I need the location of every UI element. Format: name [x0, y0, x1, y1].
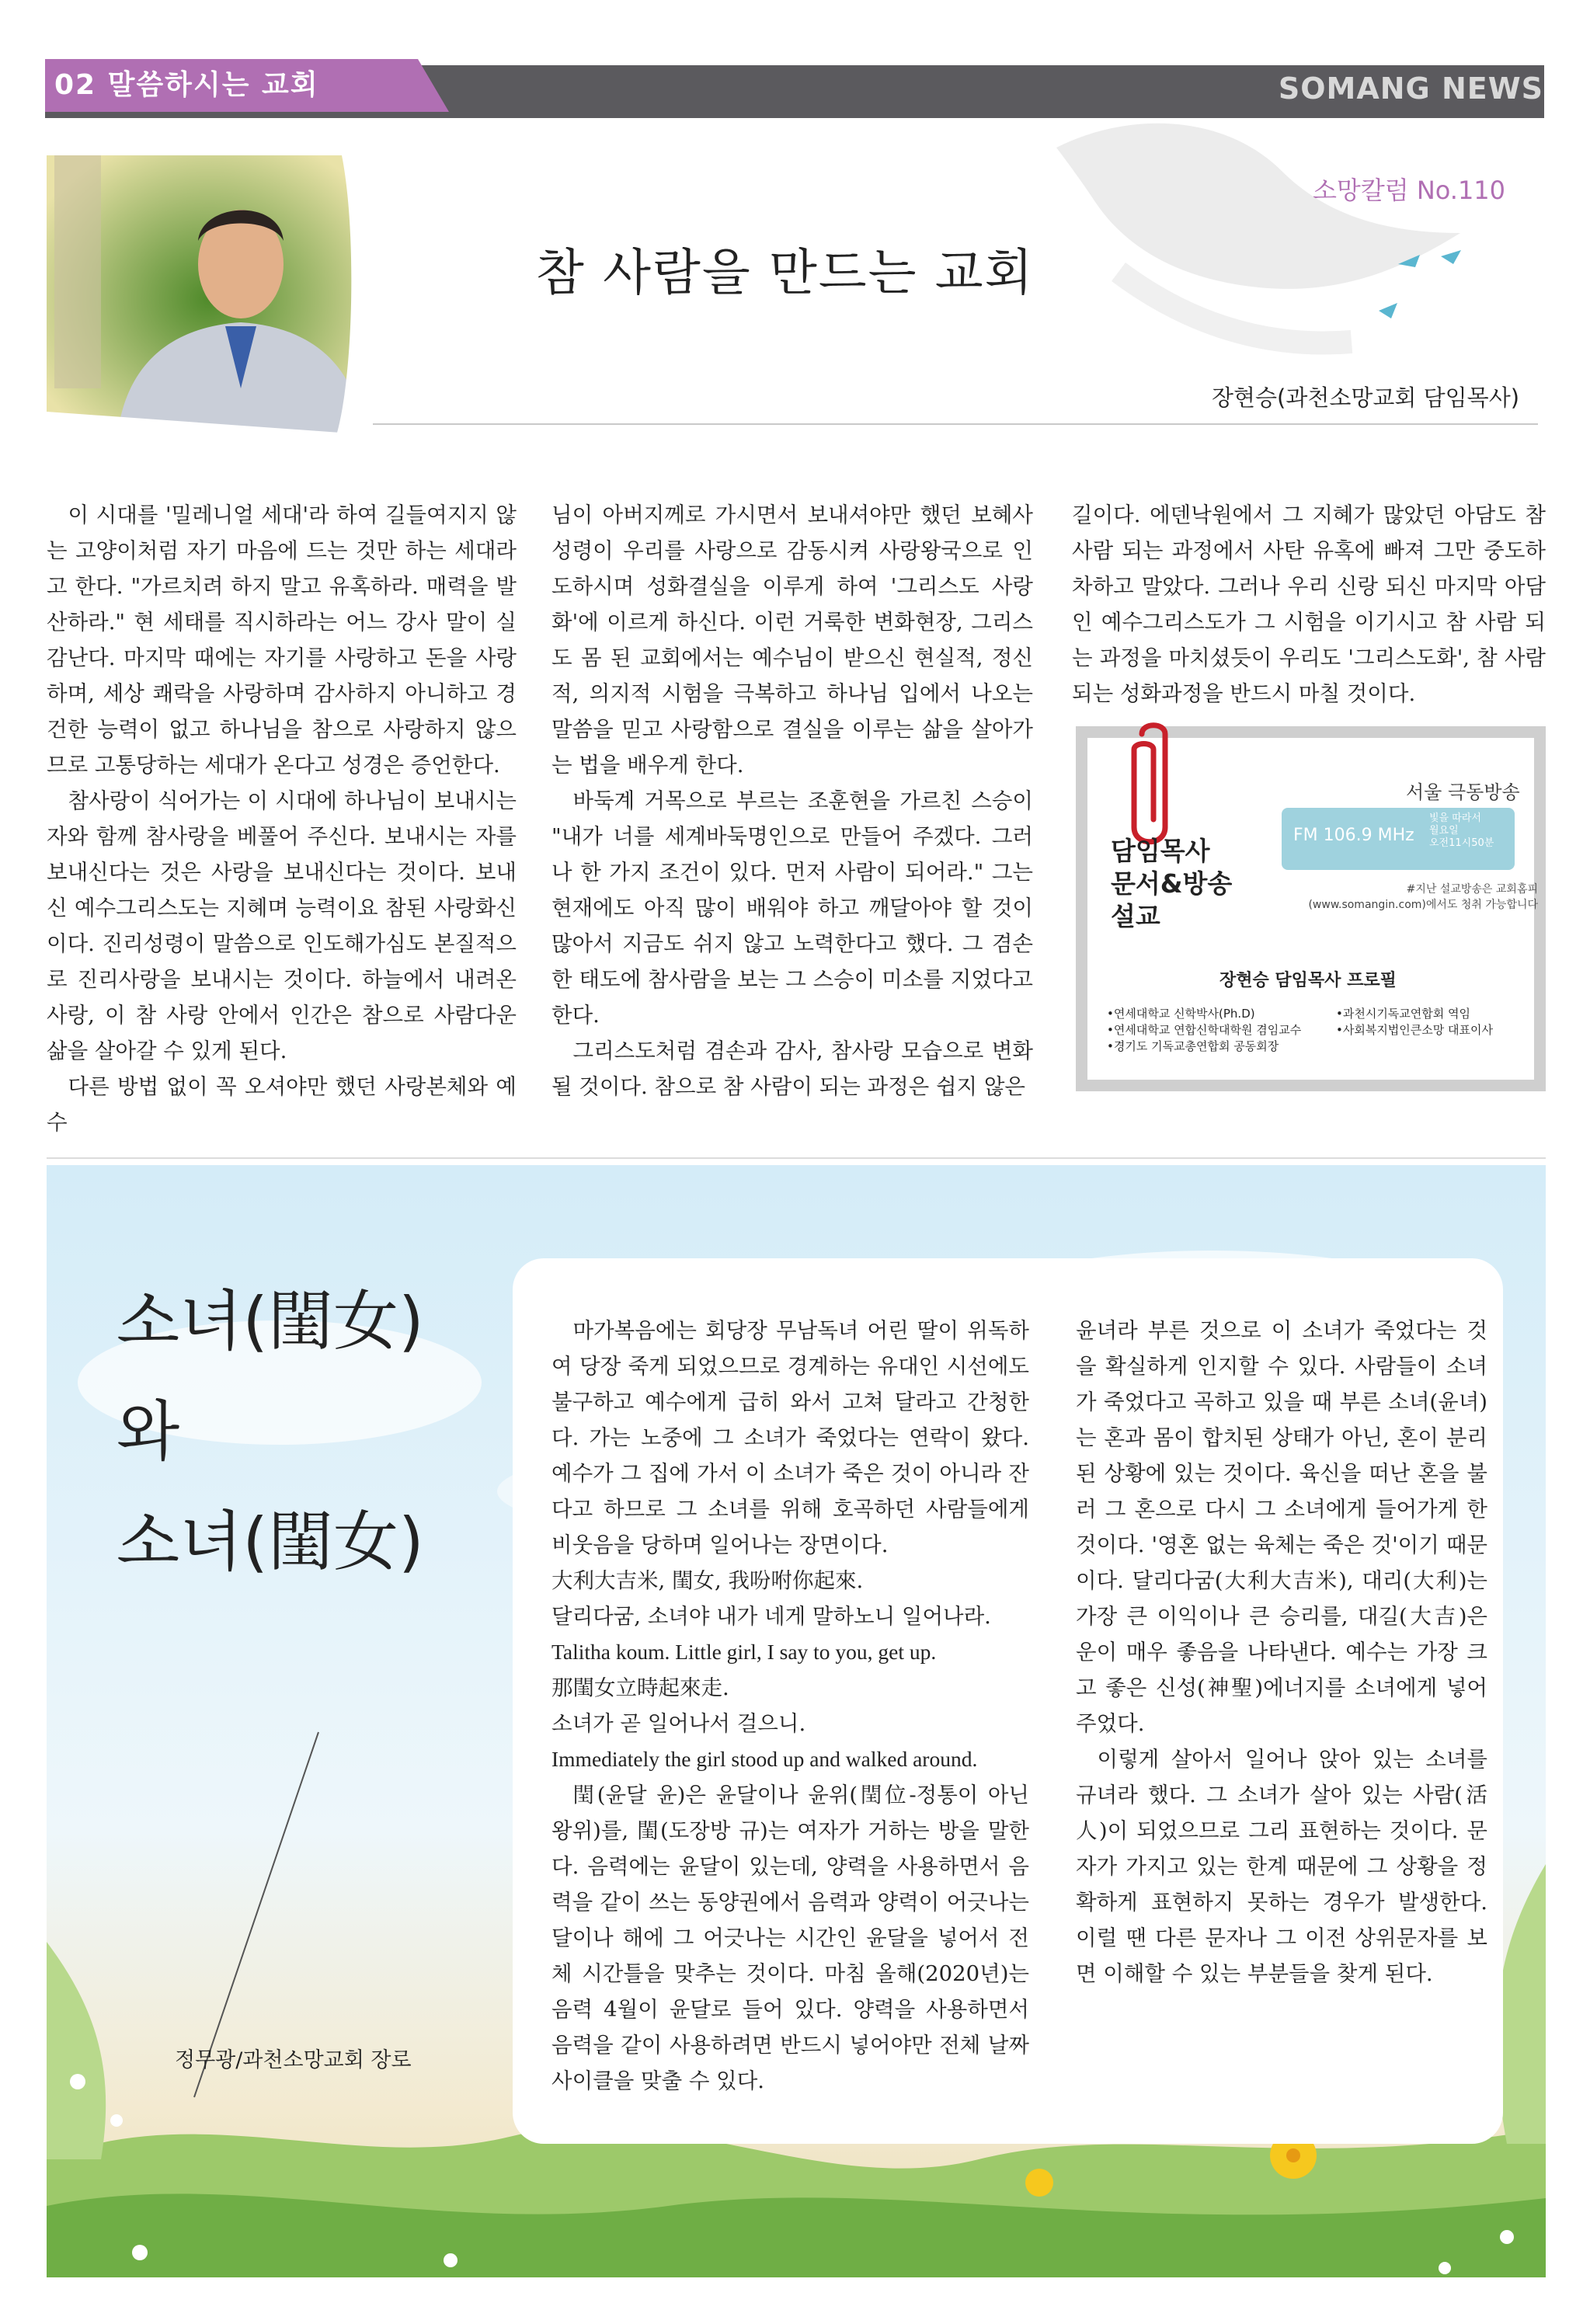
paragraph: 바둑계 거목으로 부르는 조훈현을 가르친 스승이 "내가 너를 세계바둑명인으로 만들어 주겠다. 그러나 한 가지 조건이 있다. 먼저 사람이 되어라." 그는 현재에도 아직 많이 배워야 하고 깨달아야 할 것이 많아서 지금도 쉬지 않고 노력한다고 했다. 그 겸손한 태도에 참사람을 보는 그 스승이 미소를 지었다고 한다.: [551, 788, 1033, 1028]
radio-station: 서울 극동방송: [1406, 781, 1520, 803]
quote-line: 大利大吉米, 閨女, 我吩咐你起來.: [551, 1568, 864, 1593]
section-divider: [47, 1157, 1546, 1159]
paragraph: 다른 방법 없이 꼭 오셔야만 했던 사랑본체와 예수: [47, 1074, 517, 1135]
quote-line: 소녀가 곧 일어나서 걸으니.: [551, 1711, 806, 1736]
brand-logo: SOMANG NEWS: [1278, 71, 1543, 106]
dove-illustration: [1025, 117, 1491, 365]
paragraph: 님이 아버지께로 가시면서 보내셔야만 했던 보혜사 성령이 우리를 사랑으로 감동시켜 사랑왕국으로 인도하시며 성화결실을 이루게 하여 '그리스도 사랑화'에 이르게 하신다. 이런 거룩한 변화현장, 그리스도 몸 된 교회에서는 예수님이 받으신 현실적, 정신적, 의지적 시험을 극복하고 하나님 입에서 나오는 말씀을 믿고 사랑함으로 결실을 이루는 삶을 살아가는 법을 배우게 한다.: [551, 503, 1033, 778]
column-text-3: [1072, 497, 1546, 711]
paragraph: 참사랑이 식어가는 이 시대에 하나님이 보내시는 자와 함께 참사랑을 베풀어 주신다. 보내시는 자를 보내신다는 것은 사랑을 보내신다는 것이다. 보내신 예수그리스도는 지혜며 능력이요 참된 사랑화신이다. 진리성령이 말씀으로 인도해가심도 본질적으로 진리사랑을 보내시는 것이다. 하늘에서 내려온 사랑, 이 참 사랑 안에서 인간은 참으로 사람다운 삶을 살아갈 수 있게 된다.: [47, 788, 517, 1063]
feature-title: [117, 1266, 424, 1597]
profile-item: •사회복지법인큰소망 대표이사: [1336, 1023, 1493, 1037]
article-author: 장현승(과천소망교회 담임목사): [1212, 384, 1520, 411]
radio-note: #지난 설교방송은 교회홈피 (www.somangin.com)에서도 청취 가능합니다: [1308, 883, 1538, 911]
broadcast-time: 빛을 따라서 월요일 오전11시50분: [1429, 812, 1494, 849]
column-text-2: [551, 497, 1033, 1105]
feature-text-1: [551, 1313, 1029, 2099]
feature-title-line: 소녀(閨女): [117, 1504, 424, 1580]
feature-author: 정무광/과천소망교회 장로: [175, 2048, 412, 2072]
column-number: 소망칼럼 No.110: [1313, 176, 1506, 205]
quote-line: Talitha koum. Little girl, I say to you, get up.: [551, 1640, 937, 1664]
frequency-text: FM 106.9 MHz: [1293, 826, 1414, 845]
article-title: 참 사람을 만드는 교회: [536, 245, 1035, 302]
profile-list-right: [1336, 1006, 1493, 1038]
column-text-1: [47, 497, 517, 1140]
feature-title-line: 소녀(閨女): [117, 1283, 424, 1359]
title-rule: [373, 423, 1538, 425]
paragraph: 길이다. 에덴낙원에서 그 지혜가 많았던 아담도 참 사람 되는 과정에서 사탄 유혹에 빠져 그만 중도하차하고 말았다. 그러나 우리 신랑 되신 마지막 아담인 예수그리스도가 그 시험을 이기시고 참 사람 되는 과정을 마치셨듯이 우리도 '그리스도화', 참 사람 되는 성화과정을 반드시 마칠 것이다.: [1072, 503, 1546, 706]
paragraph: 마가복음에는 회당장 무남독녀 어린 딸이 위독하여 당장 죽게 되었으므로 경계하는 유대인 시선에도 불구하고 예수에게 급히 와서 고쳐 달라고 간청한다. 가는 노중에 그 소녀가 죽었다는 연락이 왔다. 예수가 그 집에 가서 이 소녀가 죽은 것이 아니라 잔다고 하므로 그 소녀를 위해 호곡하던 사람들에게 비웃음을 당하며 일어나는 장면이다.: [551, 1318, 1029, 1557]
paragraph: 윤녀라 부른 것으로 이 소녀가 죽었다는 것을 확실하게 인지할 수 있다. 사람들이 소녀가 죽었다고 곡하고 있을 때 부른 소녀(윤녀)는 혼과 몸이 합치된 상태가 아닌, 혼이 분리 된 상황에 있는 것이다. 육신을 떠난 혼을 불러 그 혼으로 다시 그 소녀에게 들어가게 한 것이다. '영혼 없는 육체는 죽은 것'이기 때문이다. 달리다굼(大利大吉米), 대리(大利)는 가장 큰 이익이나 큰 승리를, 대길(大吉)은 운이 매우 좋음을 나타낸다. 예수는 가장 크고 좋은 신성(神聖)에너지를 소녀에게 넣어주었다.: [1076, 1318, 1487, 1736]
feature-title-line: 와: [117, 1393, 180, 1470]
paragraph: 그리스도처럼 겸손과 감사, 참사랑 모습으로 변화될 것이다. 참으로 참 사람이 되는 과정은 쉽지 않은: [551, 1038, 1033, 1099]
radio-sermon-label: 담임목사 문서&방송 설교: [1111, 836, 1233, 931]
section-title: 02 말씀하시는 교회: [54, 69, 319, 101]
feature-text-2: [1076, 1313, 1487, 1992]
paragraph: 이 시대를 '밀레니얼 세대'라 하여 길들여지지 않는 고양이처럼 자기 마음에 드는 것만 하는 세대라고 한다. "가르치려 하지 말고 유혹하라. 매력을 발산하라." 현 세태를 직시하라는 어느 강사 말이 실감난다. 마지막 때에는 자기를 사랑하고 돈을 사랑하며, 세상 쾌락을 사랑하며 감사하지 아니하고 경건한 능력이 없고 하나님을 참으로 사랑하지 않으므로 고통당하는 세대가 온다고 성경은 증언한다.: [47, 503, 517, 778]
paragraph: 이렇게 살아서 일어나 앉아 있는 소녀를 규녀라 했다. 그 소녀가 살아 있는 사람(活人)이 되었으므로 그리 표현하는 것이다. 문자가 가지고 있는 한계 때문에 그 상황을 정확하게 표현하지 못하는 경우가 발생한다. 이럴 땐 다른 문자나 그 이전 상위문자를 보면 이해할 수 있는 부분들을 찾게 된다.: [1076, 1747, 1487, 1986]
profile-item: •연세대학교 신학박사(Ph.D): [1107, 1007, 1255, 1021]
paperclip-icon: [1119, 718, 1188, 851]
pastor-photo: [47, 155, 373, 443]
profile-title: 장현승 담임목사 프로필: [1219, 971, 1397, 990]
quote-line: Immediately the girl stood up and walked around.: [551, 1747, 978, 1771]
paragraph: 閏(윤달 윤)은 윤달이나 윤위(閏位-정통이 아닌 왕위)를, 閨(도장방 규)는 여자가 거하는 방을 말한다. 음력에는 윤달이 있는데, 양력을 사용하면서 음력을 같이 쓰는 동양권에서 음력과 양력이 어긋나는 달이나 해에 그 어긋나는 시간인 윤달을 넣어서 전체 시간틀을 맞추는 것이다. 마침 올해(2020년)는 음력 4월이 윤달로 들어 있다. 양력을 사용하면서 음력을 같이 사용하려면 반드시 넣어야만 전체 날짜 사이클을 맞출 수 있다.: [551, 1783, 1029, 2093]
quote-line: 달리다굼, 소녀야 내가 네게 말하노니 일어나라.: [551, 1604, 991, 1629]
profile-item: •과천시기독교연합회 역임: [1336, 1007, 1471, 1021]
profile-item: •경기도 기독교총연합회 공동회장: [1107, 1039, 1279, 1053]
profile-list-left: [1107, 1006, 1301, 1055]
quote-line: 那閨女立時起來走.: [551, 1675, 729, 1700]
profile-item: •연세대학교 연합신학대학원 겸임교수: [1107, 1023, 1302, 1037]
